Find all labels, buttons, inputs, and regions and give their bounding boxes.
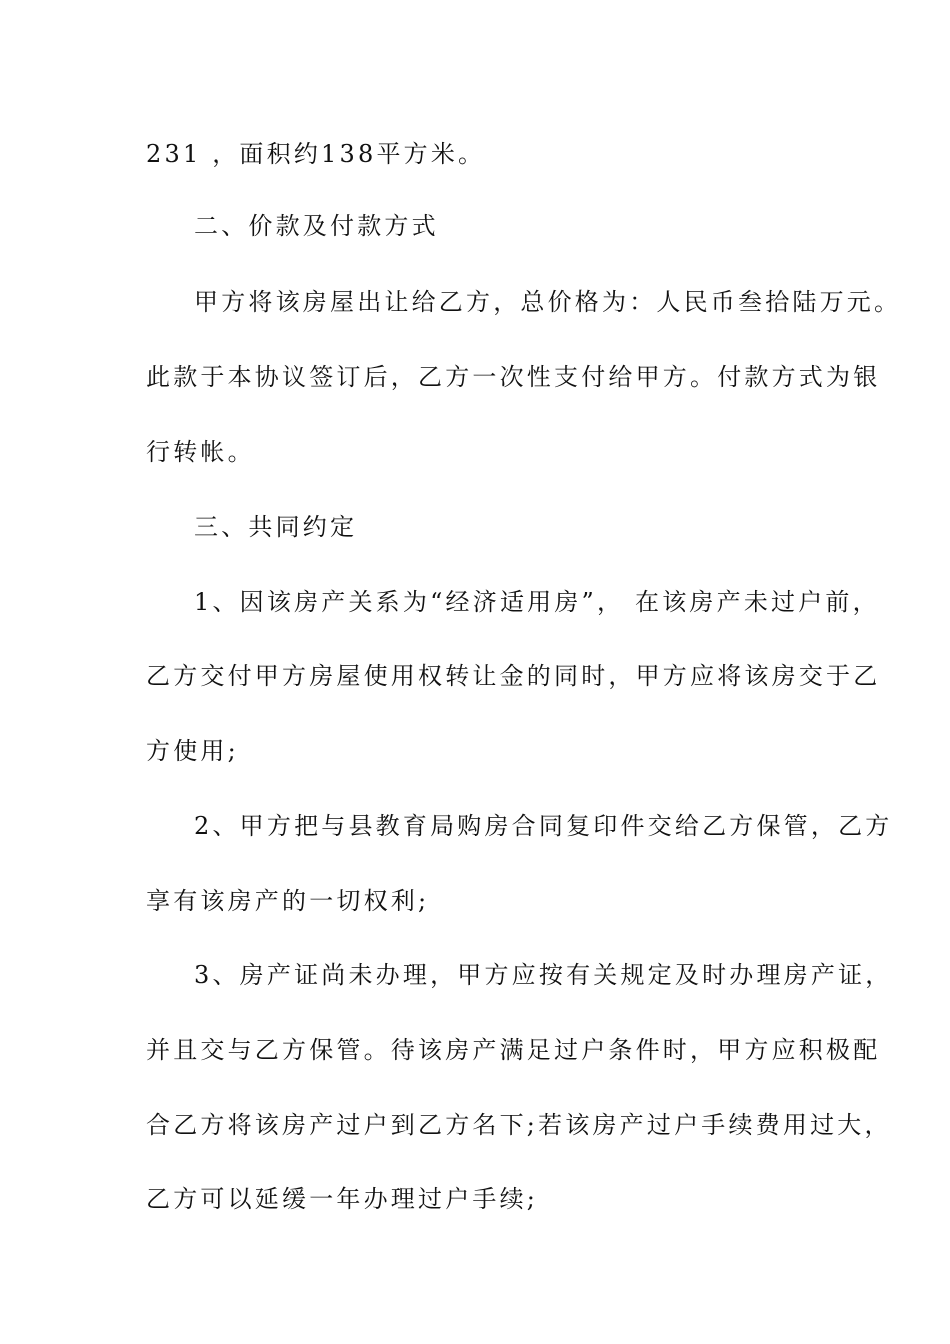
clause-3-line-4: 乙方可以延缓一年办理过户手续; <box>146 1185 539 1213</box>
clause-1-line-3: 方使用; <box>146 737 239 765</box>
paragraph-price-line-2: 此款于本协议签订后，乙方一次性支付给甲方。付款方式为银 <box>146 363 881 391</box>
clause-1-line-1: 1、因该房产关系为“经济适用房”， 在该房产未过户前， <box>194 588 880 616</box>
paragraph-price-line-3: 行转帐。 <box>146 438 255 466</box>
clause-2-line-1: 2、甲方把与县教育局购房合同复印件交给乙方保管，乙方 <box>194 812 893 840</box>
clause-2-line-2: 享有该房产的一切权利; <box>146 887 430 915</box>
section-heading-price-payment: 二、价款及付款方式 <box>194 212 439 240</box>
clause-3-line-1: 3、房产证尚未办理，甲方应按有关规定及时办理房产证， <box>194 961 893 989</box>
clause-3-line-2: 并且交与乙方保管。待该房产满足过户条件时，甲方应积极配 <box>146 1036 881 1064</box>
clause-3-line-3: 合乙方将该房产过户到乙方名下;若该房产过户手续费用过大， <box>146 1111 892 1139</box>
section-heading-agreements: 三、共同约定 <box>194 513 358 541</box>
clause-1-line-2: 乙方交付甲方房屋使用权转让金的同时，甲方应将该房交于乙 <box>146 662 881 690</box>
text-line-area: 231 ，面积约138平方米。 <box>146 140 486 168</box>
paragraph-price-line-1: 甲方将该房屋出让给乙方，总价格为：人民币叁拾陆万元。 <box>194 288 902 316</box>
